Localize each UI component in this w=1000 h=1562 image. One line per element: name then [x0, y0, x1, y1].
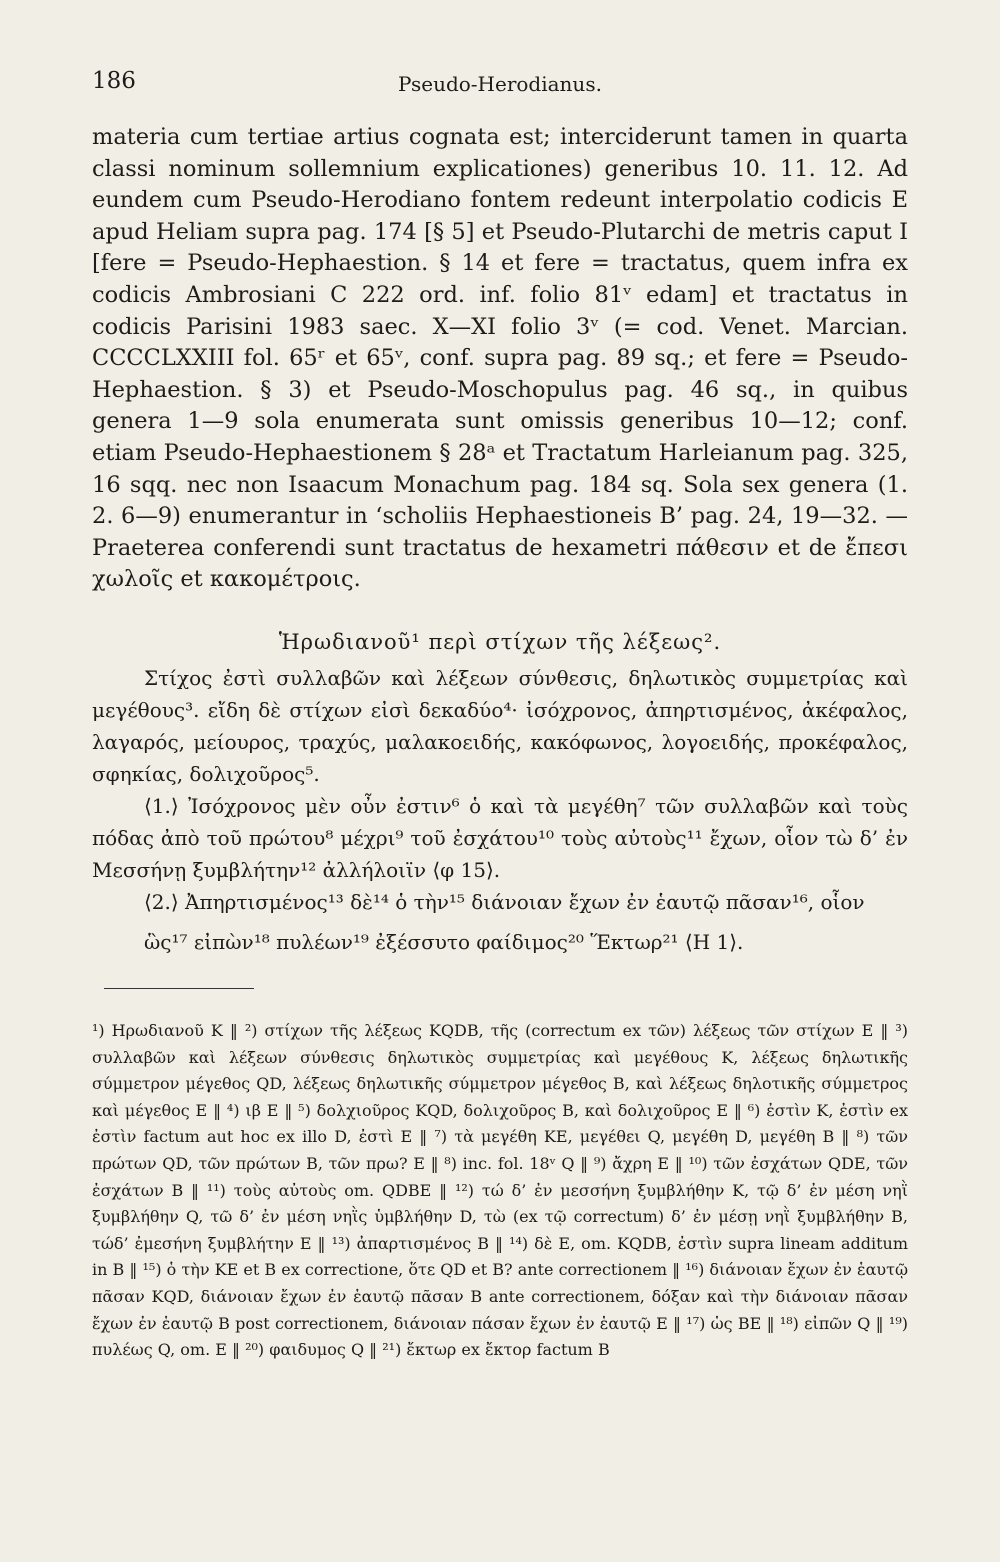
homeric-verse: ὣς¹⁷ εἰπὼν¹⁸ πυλέων¹⁹ ἐξέσσυτο φαίδιμος²⁰ Ἕκτωρ²¹ ⟨Η 1⟩. [144, 930, 744, 954]
greek-title: Ἡρωδιανοῦ¹ περὶ στίχων τῆς λέξεως². [278, 630, 722, 654]
page-number: 186 [92, 68, 136, 94]
page-header [92, 68, 908, 108]
greek-text-block [92, 630, 908, 958]
latin-paragraph: materia cum tertiae artius cognata est; interciderunt tamen in quarta classi nominum sollemnium explicationes) generibus 10. 11. 12. Ad eundem cum Pseudo-Herodiano fontem redeunt interpolatio codicis E apud Heliam supra pag. 174 [§ 5] et Pseudo-Plutarchi de metris caput I [fere = Pseudo-Hephaestion. § 14 et fere = tractatus, quem infra ex codicis Ambrosiani C 222 ord. inf. folio 81ᵛ edam] et tractatus in codicis Parisini 1983 saec. X—XI folio 3ᵛ (= cod. Venet. Marcian. CCCCLXXIII fol. 65ʳ et 65ᵛ, conf. supra pag. 89 sq.; et fere = Pseudo-Hephaestion. § 3) et Pseudo-Moschopulus pag. 46 sq., in quibus genera 1—9 sola enumerata sunt omissis generibus 10—12; conf. etiam Pseudo-Hephaestionem § 28ᵃ et Tractatum Harleianum pag. 325, 16 sqq. nec non Isaacum Monachum pag. 184 sq. Sola sex genera (1. 2. 6—9) enumerantur in ‘scholiis Hephaestioneis B’ pag. 24, 19—32. — Praeterea conferendi sunt tractatus de hexametri πάθεσιν et de ἔπεσι χωλοῖς et κακομέτροις. [92, 124, 908, 593]
footnote-separator [104, 988, 254, 989]
greek-paragraph-1: Στίχος ἐστὶ συλλαβῶν καὶ λέξεων σύνθεσις, δηλωτικὸς συμμετρίας καὶ μεγέθους³. εἴδη δὲ στίχων εἰσὶ δεκαδύο⁴· ἰσόχρονος, ἀπηρτισμένος, ἀκέφαλος, λαγαρός, μείουρος, τραχύς, μαλακοειδής, κακόφωνος, λογοειδής, προκέφαλος, σφηκίας, δολιχοῦρος⁵. [92, 666, 908, 786]
greek-paragraph-2: ⟨1.⟩ Ἰσόχρονος μὲν οὖν ἐστιν⁶ ὁ καὶ τὰ μεγέθη⁷ τῶν συλλαβῶν καὶ τοὺς πόδας ἀπὸ τοῦ πρώτου⁸ μέχρι⁹ τοῦ ἐσχάτου¹⁰ τοὺς αὐτοὺς¹¹ ἔχων, οἷον τὼ δ’ ἐν Μεσσήνῃ ξυμβλήτην¹² ἀλλήλοιϊν ⟨φ 15⟩. [92, 794, 908, 882]
running-title: Pseudo-Herodianus. [398, 72, 602, 96]
footnotes: ¹) Ηρωδιανοῦ K ‖ ²) στίχων τῆς λέξεως KQDB, τῆς (correctum ex τῶν) λέξεως τῶν στίχων E ‖ ³) συλλαβῶν καὶ λέξεων σύνθεσις δηλωτικὸς συμμετρίας καὶ μεγέθους K, λέξεως δηλωτικῆς σύμμετρον μέγεθος QD, λέξεως δηλωτικῆς σύμμετρον μέγεθος B, καὶ λέξεως δηλοτικῆς σύμμετρος καὶ μέγεθος E ‖ ⁴) ιβ E ‖ ⁵) δολχιοῦρος KQD, δολιχοῦρος B, καὶ δολιχοῦρος E ‖ ⁶) ἐστὶν K, ἐστὶν ex ἐστὶν factum aut hoc ex illo D, ἐστὶ E ‖ ⁷) τὰ μεγέθη KE, μεγέθει Q, μεγέθη D, μεγέθη B ‖ ⁸) τῶν πρώτων QD, τῶν πρώτων B, τῶν πρω? E ‖ ⁸) inc. fol. 18ᵛ Q ‖ ⁹) ἄχρη E ‖ ¹⁰) τῶν ἐσχάτων QDE, τῶν ἐσχάτων B ‖ ¹¹) τοὺς αὐτοὺς om. QDBE ‖ ¹²) τώ δ’ ἐν μεσσήνη ξυμβλήθην K, τῷ δ’ ἐν μέση νηῒ ξυμβλήθην Q, τῶ δ’ ἐν μέση νηῒς ὑμβλήθην D, τὼ (ex τῷ correctum) δ’ ἐν μέσῃ νηῒ ξυμβλήθην B, τώδ’ ἐμεσήνη ξυμβλήτην E ‖ ¹³) ἀπαρτισμένος B ‖ ¹⁴) δὲ E, om. KQDB, ἐστὶν supra lineam additum in B ‖ ¹⁵) ὁ τὴν KE et B ex correctione, ὅτε QD et B? ante correctionem ‖ ¹⁶) διάνοιαν ἔχων ἐν ἑαυτῷ πᾶσαν KQD, διάνοιαν ἔχων ἐν ἑαυτῷ πᾶσαν B ante correctionem, δόξαν καὶ τὴν διάνοιαν πᾶσαν ἔχων ἐν ἑαυτῷ B post correctionem, διάνοιαν πάσαν ἔχων ἐν ἑαυτῷ E ‖ ¹⁷) ὡς BE ‖ ¹⁸) εἰπῶν Q ‖ ¹⁹) πυλέως Q, om. E ‖ ²⁰) φαιδυμος Q ‖ ²¹) ἔκτωρ ex ἔκτορ factum B [92, 1021, 909, 1360]
greek-paragraph-3: ⟨2.⟩ Ἀπηρτισμένος¹³ δὲ¹⁴ ὁ τὴν¹⁵ διάνοιαν ἔχων ἐν ἑαυτῷ πᾶσαν¹⁶, οἷον [144, 890, 865, 914]
